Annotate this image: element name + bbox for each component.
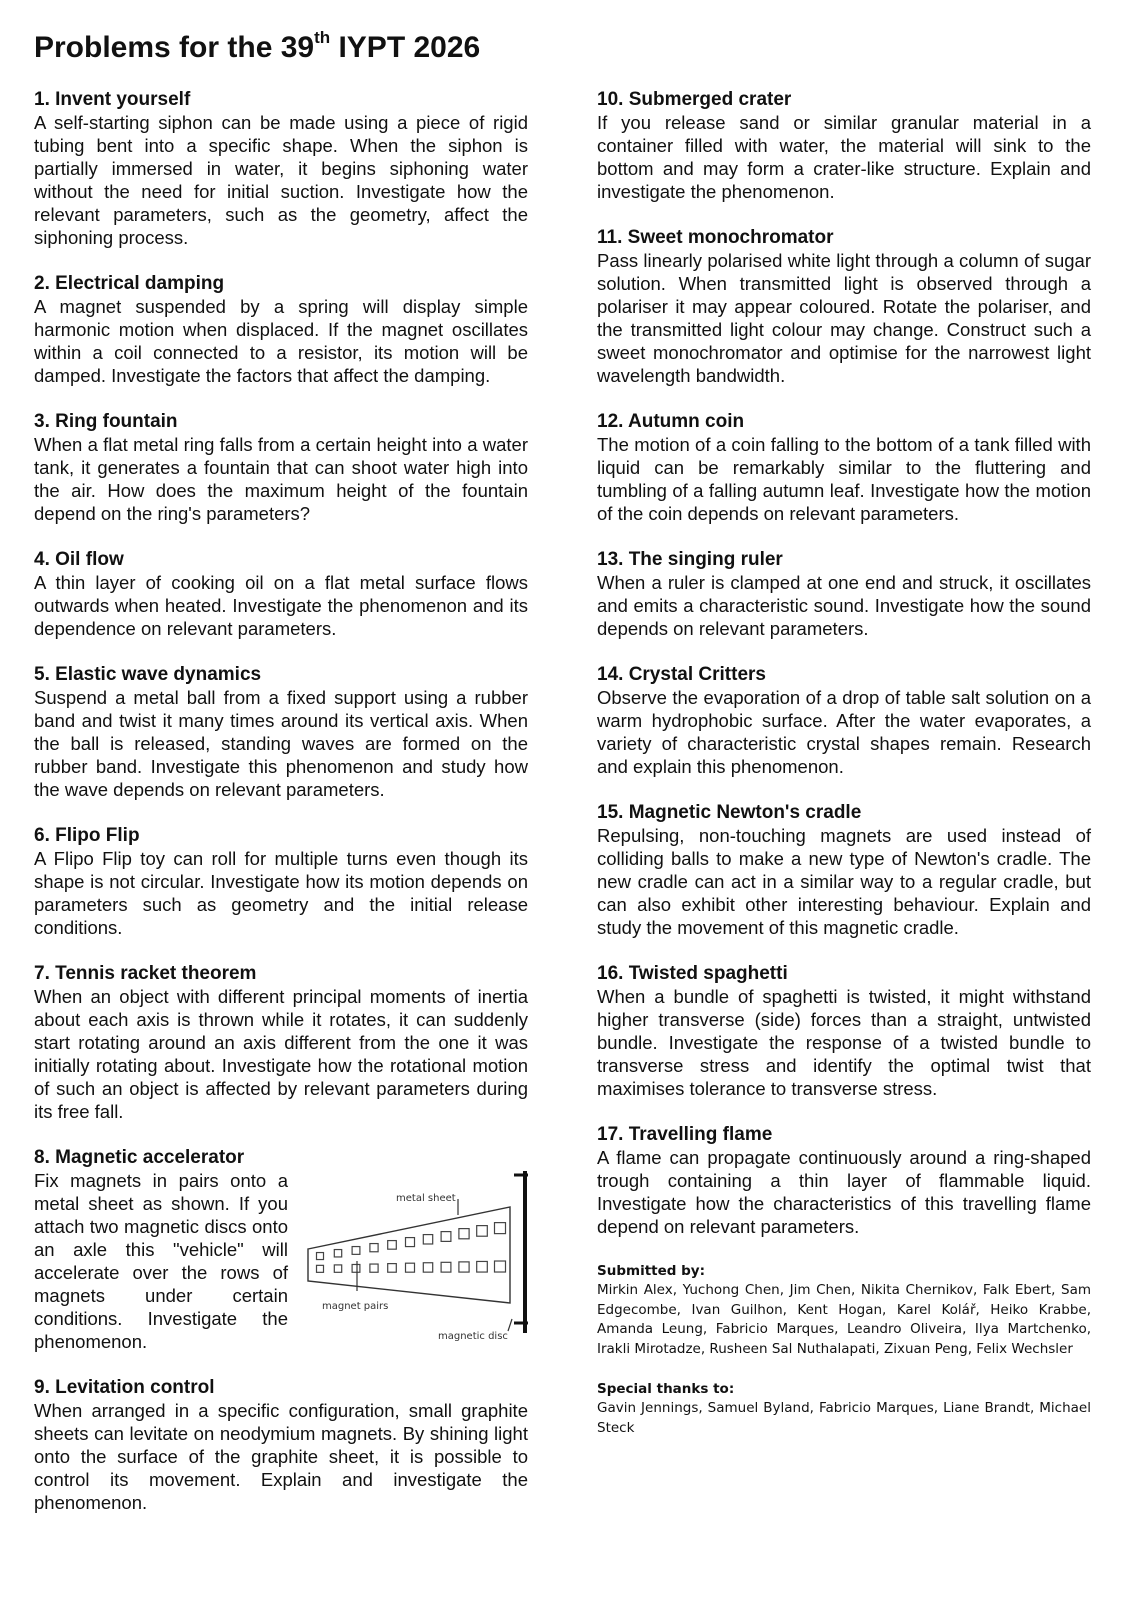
figure-label-sheet: metal sheet	[396, 1193, 456, 1204]
problem-text: A Flipo Flip toy can roll for multiple turns even though its shape is not circular. Investigate how its motion depends on parameters such as geometry and the initial release conditions.	[34, 848, 528, 938]
magnet-square	[441, 1262, 451, 1272]
magnet-square	[459, 1229, 469, 1239]
problem-text: When a ruler is clamped at one end and struck, it oscillates and emits a characteristic sound. Investigate how the sound depends on relevant parameters.	[597, 572, 1091, 639]
problem-title: 10. Submerged crater	[597, 89, 792, 110]
problem-title: 15. Magnetic Newton's cradle	[597, 802, 862, 823]
magnet-square	[352, 1247, 360, 1255]
problem-title: 4. Oil flow	[34, 549, 124, 570]
disc-pointer	[508, 1319, 512, 1331]
problem-text: When a flat metal ring falls from a certain height into a water tank, it generates a fountain that can shoot water high into the air. How does the maximum height of the fountain depend on the ring's parameters?	[34, 434, 528, 524]
magnet-square	[459, 1262, 469, 1272]
problem-title: 12. Autumn coin	[597, 411, 745, 432]
title-suffix: IYPT 2026	[330, 31, 481, 64]
magnet-square	[352, 1264, 360, 1272]
problem-16	[597, 962, 1091, 1100]
problem-text: The motion of a coin falling to the bottom of a tank filled with liquid can be remarkably similar to the fluttering and tumbling of a falling autumn leaf. Investigate how the motion of the coin depends on relevant parameters.	[597, 434, 1091, 524]
magnet-square	[495, 1223, 506, 1234]
magnet-square	[406, 1263, 415, 1272]
magnet-square	[388, 1241, 397, 1250]
problem-text: When an object with different principal moments of inertia about each axis is thrown while it rotates, it can suddenly start rotating around an axis different from the one it was initially rotating about. Investigate how the rotational motion of such an object is affected by relevant parameters during its free fall.	[34, 986, 528, 1122]
problem-11	[597, 226, 1091, 387]
problem-title: 11. Sweet monochromator	[597, 227, 834, 248]
problem-title: 1. Invent yourself	[34, 89, 191, 110]
problem-text: When a bundle of spaghetti is twisted, it might withstand higher transverse (side) forces than a straight, untwisted bundle. Investigate the response of a twisted bundle to transverse stress and identify the optimal twist that maximises tolerance to transverse stress.	[597, 986, 1091, 1099]
magnet-square	[370, 1264, 378, 1272]
problem-1	[34, 88, 528, 249]
magnetic-accelerator-figure	[300, 1163, 528, 1343]
problem-15	[597, 801, 1091, 939]
metal-sheet-shape	[308, 1207, 510, 1303]
magnet-square	[477, 1261, 488, 1272]
problem-title: 16. Twisted spaghetti	[597, 963, 788, 984]
problem-3	[34, 410, 528, 525]
problem-text: A thin layer of cooking oil on a flat metal surface flows outwards when heated. Investigate the phenomenon and its dependence on relevant parameters.	[34, 572, 528, 639]
problem-14	[597, 663, 1091, 778]
problem-2	[34, 272, 528, 387]
problem-8-body	[34, 1169, 528, 1353]
magnet-square	[441, 1232, 451, 1242]
problem-6	[34, 824, 528, 939]
problem-4	[34, 548, 528, 640]
problem-text: Fix magnets in pairs onto a metal sheet as shown. If you attach two magnetic discs onto an axle this "vehicle" will accelerate over the rows of magnets under certain conditions. Investigate the phenomenon.	[34, 1170, 288, 1352]
magnet-square	[423, 1235, 432, 1244]
special-thanks-label: Special thanks to:	[597, 1381, 735, 1397]
problem-9	[34, 1376, 528, 1514]
problem-text: Pass linearly polarised white light through a column of sugar solution. When transmitted light is observed through a polariser it may appear coloured. Rotate the polariser, and the transmitted light colour may change. Construct such a sweet monochromator and optimise for the narrowest light wavelength bandwidth.	[597, 250, 1091, 386]
problem-text: Repulsing, non-touching magnets are used instead of colliding balls to make a new type of Newton's cradle. The new cradle can act in a similar way to a regular cradle, but can also exhibit other interesting behaviour. Explain and study the movement of this magnetic cradle.	[597, 825, 1091, 938]
figure-label-pairs: magnet pairs	[322, 1301, 389, 1312]
credits-section	[597, 1261, 1091, 1438]
magnet-square	[495, 1261, 506, 1272]
right-column	[597, 88, 1091, 1537]
magnet-square	[334, 1265, 341, 1272]
magnet-square	[317, 1253, 324, 1260]
magnet-square	[423, 1263, 432, 1272]
submitted-by-label: Submitted by:	[597, 1263, 705, 1279]
problem-12	[597, 410, 1091, 525]
problem-title: 9. Levitation control	[34, 1377, 215, 1398]
submitted-by-names: Mirkin Alex, Yuchong Chen, Jim Chen, Nikita Chernikov, Falk Ebert, Sam Edgecombe, Ivan Guilhon, Kent Hogan, Karel Kolář, Heiko Krabbe, Amanda Leung, Fabricio Marques, Leandro Oliveira, Ilya Martchenko, Irakli Mirotadze, Rusheen Sal Nuthalapati, Zixuan Peng, Felix Wechsler	[597, 1282, 1091, 1357]
problem-7	[34, 962, 528, 1123]
magnet-pairs-shapes	[317, 1223, 506, 1273]
problem-text: When arranged in a specific configuration, small graphite sheets can levitate on neodymium magnets. By shining light onto the surface of the graphite sheet, it is possible to control its movement. Explain and investigate the phenomenon.	[34, 1400, 528, 1513]
problem-5	[34, 663, 528, 801]
problem-title: 5. Elastic wave dynamics	[34, 664, 262, 685]
problem-text: If you release sand or similar granular material in a container filled with water, the material will sink to the bottom and may form a crater-like structure. Explain and investigate the phenomenon.	[597, 112, 1091, 202]
two-column-layout	[34, 88, 1091, 1537]
magnet-square	[406, 1238, 415, 1247]
problem-title: 3. Ring fountain	[34, 411, 178, 432]
problem-17	[597, 1123, 1091, 1238]
problem-13	[597, 548, 1091, 640]
problem-title: 7. Tennis racket theorem	[34, 963, 257, 984]
special-thanks-names: Gavin Jennings, Samuel Byland, Fabricio Marques, Liane Brandt, Michael Steck	[597, 1400, 1091, 1436]
left-column	[34, 88, 528, 1537]
title-superscript: th	[314, 28, 331, 47]
problem-10	[597, 88, 1091, 203]
page-title	[34, 26, 1091, 70]
magnet-square	[477, 1226, 488, 1237]
problem-text: A self-starting siphon can be made using a piece of rigid tubing bent into a specific shape. When the siphon is partially immersed in water, it begins siphoning water without the need for initial suction. Investigate how the relevant parameters, such as the geometry, affect the siphoning process.	[34, 112, 528, 248]
magnet-square	[370, 1244, 378, 1252]
problem-text: A magnet suspended by a spring will display simple harmonic motion when displaced. If the magnet oscillates within a coil connected to a resistor, its motion will be damped. Investigate the factors that affect the damping.	[34, 296, 528, 386]
accelerator-diagram	[300, 1163, 528, 1343]
problem-text: Observe the evaporation of a drop of table salt solution on a warm hydrophobic surface. After the water evaporates, a variety of characteristic crystal shapes remain. Research and explain this phenomenon.	[597, 687, 1091, 777]
problem-text: Suspend a metal ball from a fixed support using a rubber band and twist it many times around its vertical axis. When the ball is released, standing waves are formed on the rubber band. Investigate this phenomenon and study how the wave depends on relevant parameters.	[34, 687, 528, 800]
problem-title: 17. Travelling flame	[597, 1124, 773, 1145]
problem-8	[34, 1146, 528, 1353]
problem-title: 8. Magnetic accelerator	[34, 1147, 245, 1168]
figure-label-disc: magnetic disc	[438, 1331, 508, 1342]
problem-title: 6. Flipo Flip	[34, 825, 140, 846]
problem-title: 2. Electrical damping	[34, 273, 225, 294]
magnet-square	[388, 1264, 397, 1273]
problem-title: 14. Crystal Critters	[597, 664, 766, 685]
problem-text: A flame can propagate continuously around a ring-shaped trough containing a thin layer of flammable liquid. Investigate how the characteristics of this travelling flame depend on relevant parameters.	[597, 1147, 1091, 1237]
problem-title: 13. The singing ruler	[597, 549, 783, 570]
title-prefix: Problems for the 39	[34, 31, 315, 64]
magnet-square	[334, 1250, 341, 1257]
magnet-square	[317, 1265, 324, 1272]
